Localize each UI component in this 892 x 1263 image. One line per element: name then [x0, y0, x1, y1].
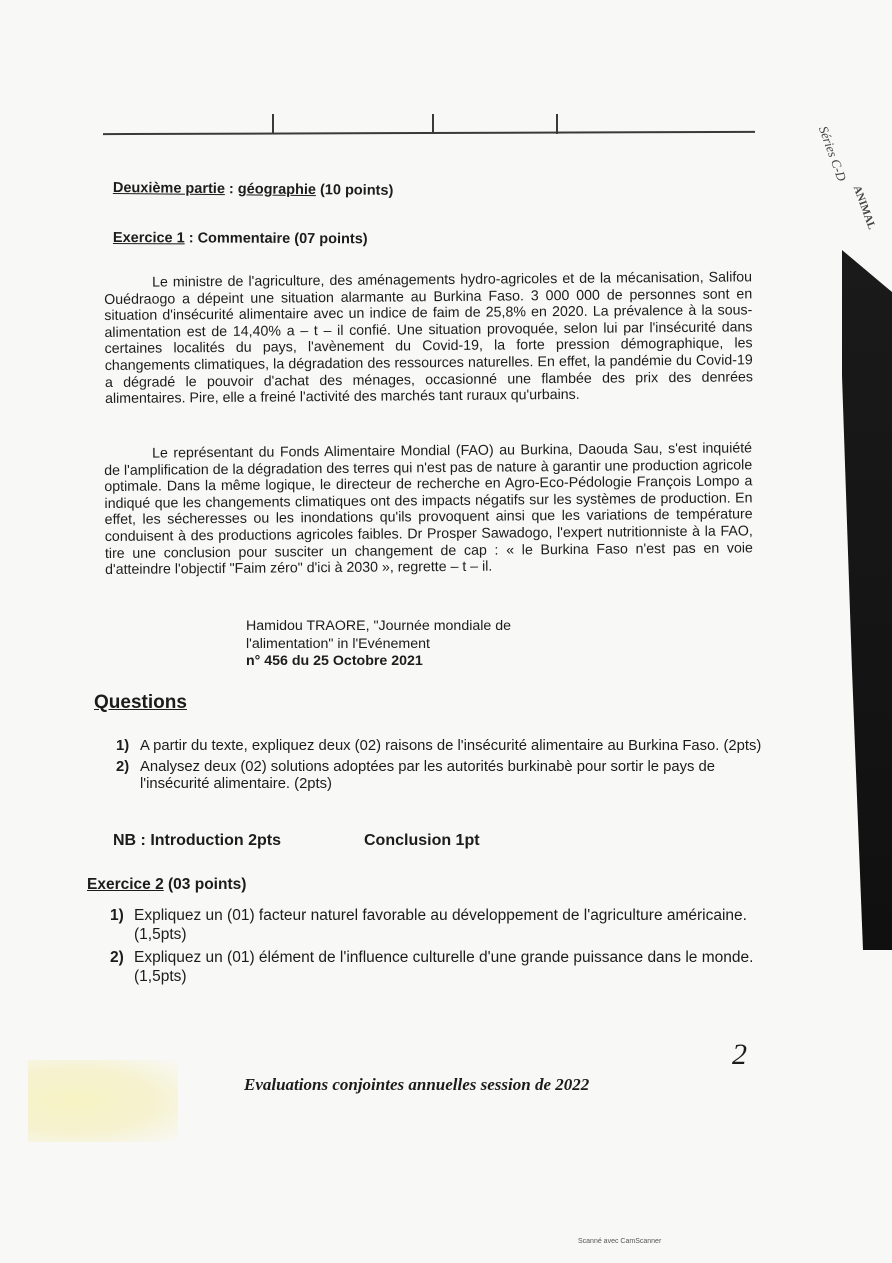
part-subject: géographie: [237, 181, 317, 199]
table-divider: [556, 114, 558, 134]
light-glare: [28, 1060, 178, 1142]
paragraph-1: Le ministre de l'agriculture, des aménagements hydro-agricoles et de la mécanisation, Salifou Ouédraogo a dépeint une situation alarmante au Burkina Faso. 3 000 000 de personnes sont en situation d'insécurité alimentaire avec un indice de faim de 25,8% en 2020. La prévalence à la sous-alimentation est de 14,40% a – t – il confié. Une situation provoquée, selon lui par l'insécurité dans certaines localités du pays, l'avènement du Covid-19, la forte pression démographique, les changements climatiques, la dégradation des ressources naturelles. En effet, la pandémie du Covid-19 a dégradé le pouvoir d'achat des ménages, occasionné une flambée des prix des denrées alimentaires. Pire, elle a freiné l'activité des marchés tant ruraux qu'urbains.: [104, 269, 753, 408]
exercise2-title: (03 points): [163, 876, 247, 893]
table-border-line: [103, 131, 755, 135]
text-paragraph-1: [104, 269, 753, 407]
animal-mark: ANIMAL: [850, 184, 878, 232]
series-mark: Séries C-D: [815, 124, 850, 184]
scanner-watermark: Scanné avec CamScanner: [578, 1238, 662, 1245]
exercise1-title: : Commentaire (07 points): [184, 230, 368, 248]
question-item: [116, 759, 766, 793]
question-text: Analysez deux (02) solutions adoptées par les autorités burkinabè pour sortir le pays de l'insécurité alimentaire. (2pts): [140, 759, 715, 792]
question-text: A partir du texte, expliquez deux (02) raisons de l'insécurité alimentaire au Burkina Faso. (2pts): [140, 738, 762, 754]
exercise2-number: 2): [110, 949, 124, 966]
part-label: Deuxième partie: [112, 180, 226, 198]
text-source: [246, 618, 606, 671]
part-heading: [113, 180, 394, 199]
source-line-3: n° 456 du 25 Octobre 2021: [246, 653, 423, 669]
nb-introduction: NB : Introduction 2pts: [113, 832, 281, 849]
exercise1-heading: [113, 230, 368, 247]
table-divider: [432, 114, 434, 134]
questions-list: [116, 738, 766, 797]
exercise2-item: [110, 906, 760, 944]
table-divider: [272, 114, 274, 134]
exercise2-text: Expliquez un (01) élément de l'influence culturelle d'une grande puissance dans le monde. (1,5pts): [134, 949, 754, 985]
nb-conclusion: Conclusion 1pt: [364, 832, 480, 849]
exercise2-number: 1): [110, 907, 124, 924]
exercise2-heading: [87, 876, 246, 894]
part-points: (10 points): [315, 182, 394, 199]
exercise2-item: [110, 948, 760, 986]
page-number: 2: [732, 1038, 747, 1071]
exercise1-label: Exercice 1: [112, 230, 185, 247]
paragraph-2: Le représentant du Fonds Alimentaire Mondial (FAO) au Burkina, Daouda Sau, s'est inquiété de l'amplification de la dégradation des terres qui n'est pas de nature à garantir une production agricole optimale. Dans la même logique, le directeur de recherche en Agro-Eco-Pédologie François Lompo a indiqué que les changements climatiques ont des impacts négatifs sur les systèmes de production. En effet, les sécheresses ou les inondations qu'ils provoquent ainsi que les variations de température conduisent à des productions agricoles faibles. Dr Prosper Sawadogo, l'expert nutritionniste à la FAO, tire une conclusion pour susciter un changement de cap : « le Burkina Faso n'est pas en voie d'atteindre l'objectif "Faim zéro" d'ici à 2030 », regrette – t – il.: [104, 440, 753, 579]
exercise2-text: Expliquez un (01) facteur naturel favorable au développement de l'agriculture américaine. (1,5pts): [134, 907, 747, 943]
exercise2-list: [110, 906, 760, 990]
footer-session: Evaluations conjointes annuelles session de 2022: [244, 1075, 590, 1094]
source-line-1: Hamidou TRAORE, "Journée mondiale de: [246, 618, 512, 634]
question-item: [116, 738, 766, 755]
text-paragraph-2: [104, 440, 753, 578]
page-edge-shadow: [842, 250, 892, 950]
question-number: 1): [116, 738, 130, 754]
questions-heading: Questions: [94, 692, 187, 713]
question-number: 2): [116, 759, 130, 775]
source-line-2: l'alimentation" in l'Evénement: [246, 635, 430, 652]
exercise2-label: Exercice 2: [87, 876, 164, 893]
part-separator: :: [224, 181, 238, 198]
